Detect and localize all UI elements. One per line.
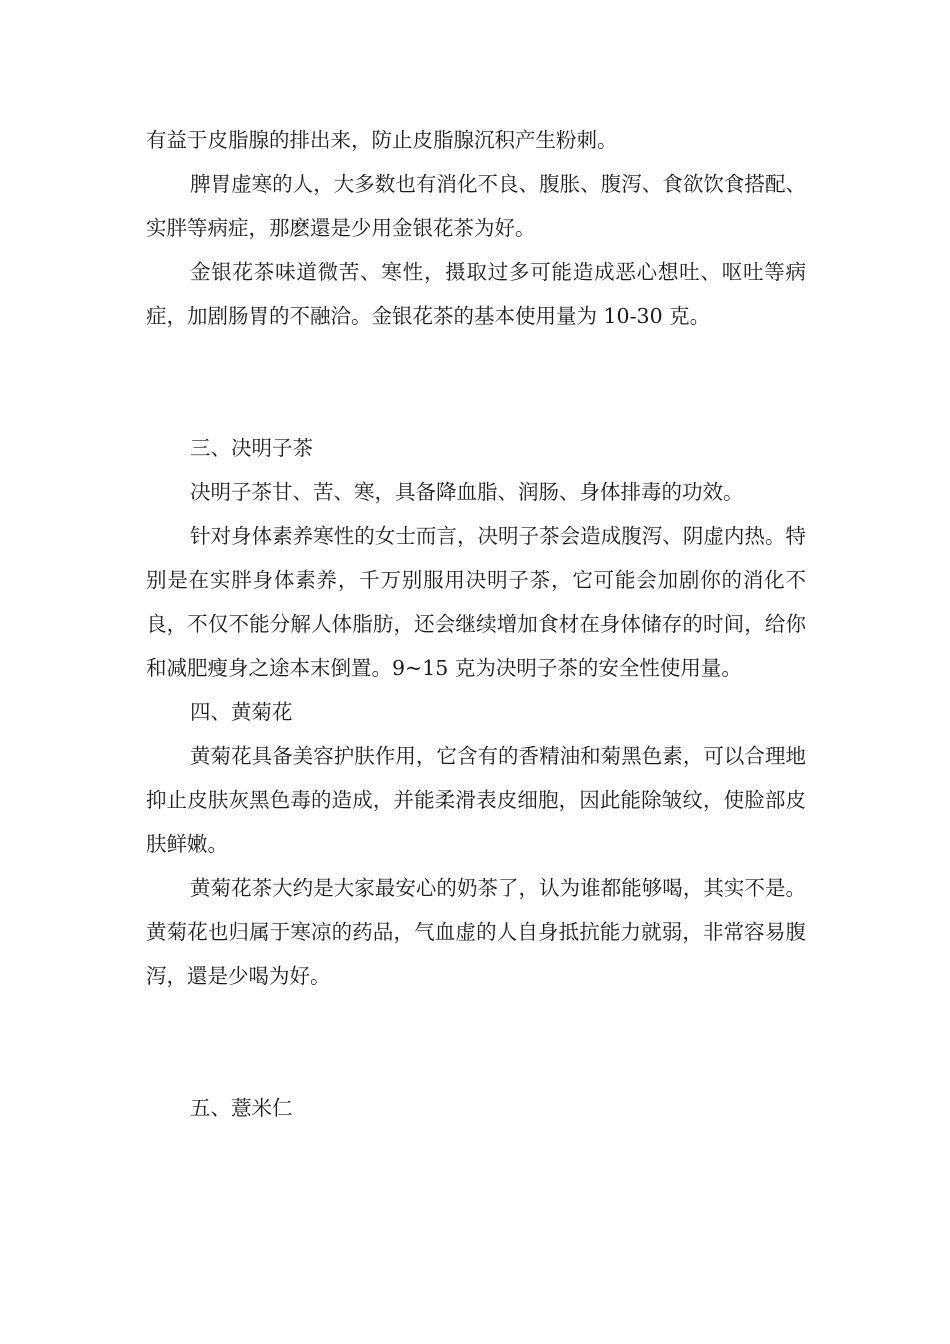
paragraph-chrysanthemum-beauty: 黄菊花具备美容护肤作用，它含有的香精油和菊黑色素，可以合理地抑止皮肤灰黑色毒的造成，并能柔滑表皮细胞，因此能除皱纹，使脸部皮肤鲜嫩。 [146, 744, 806, 856]
section-heading-cassia-tea: 三、决明子茶 [190, 436, 313, 460]
paragraph-cassia-caution: 针对身体素养寒性的女士而言，决明子茶会造成腹泻、阴虚内热。特别是在实胖身体素养，千万别服用决明子茶，它可能会加剧你的消化不良，不仅不能分解人体脂肪，还会继续增加食材在身体储存的时间，给你和减肥瘦身之途本末倒置。9~15 克为决明子茶的安全性使用量。 [146, 524, 806, 680]
paragraph-honeysuckle-dosage: 金银花茶味道微苦、寒性，摄取过多可能造成恶心想吐、呕吐等病症，加剧肠胃的不融洽。金银花茶的基本使用量为 10-30 克。 [146, 260, 806, 328]
section-heading-chrysanthemum: 四、黄菊花 [190, 700, 293, 724]
paragraph-chrysanthemum-caution: 黄菊花茶大约是大家最安心的奶茶了，认为谁都能够喝，其实不是。黄菊花也归属于寒凉的药品，气血虚的人自身抵抗能力就弱，非常容易腹泻，還是少喝为好。 [146, 876, 806, 988]
document-body [146, 118, 806, 1130]
paragraph-sebum: 有益于皮脂腺的排出来，防止皮脂腺沉积产生粉刺。 [146, 128, 618, 152]
section-heading-coix-seed: 五、薏米仁 [190, 1096, 293, 1120]
section-spacer [146, 998, 806, 1086]
section-spacer [146, 338, 806, 426]
paragraph-spleen-stomach: 脾胃虚寒的人，大多数也有消化不良、腹胀、腹泻、食欲饮食搭配、实胖等病症，那麽還是少用金银花茶为好。 [146, 172, 806, 240]
paragraph-cassia-effects: 决明子茶甘、苦、寒，具备降血脂、润肠、身体排毒的功效。 [190, 480, 744, 504]
